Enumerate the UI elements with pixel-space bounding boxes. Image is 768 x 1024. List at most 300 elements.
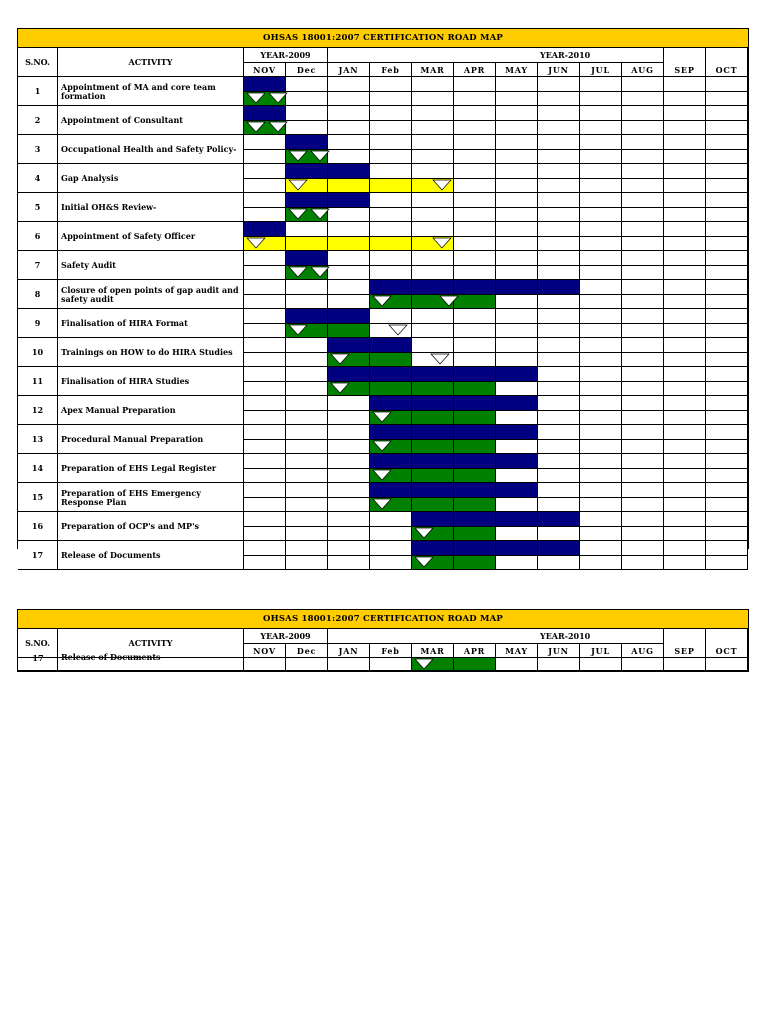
activity-row-10-grid-cell xyxy=(244,338,286,353)
activity-row-14-grid-cell xyxy=(538,469,580,483)
activity-row-4-grid-cell xyxy=(580,179,622,193)
activity-row-12-bar-divider xyxy=(453,396,454,411)
activity-row-16-bar-divider xyxy=(453,527,454,541)
activity-row-5-grid-cell xyxy=(622,193,664,208)
activity-row-12-grid-cell xyxy=(286,396,328,411)
activity-row-15-grid-cell xyxy=(538,498,580,512)
activity-row-10-grid-cell xyxy=(706,353,748,367)
sheet-title: OHSAS 18001:2007 CERTIFICATION ROAD MAP xyxy=(18,28,748,48)
activity-row-14-activity-cell xyxy=(58,454,244,483)
activity-row-17-grid-cell xyxy=(622,541,664,556)
activity-row-6-actual-bar xyxy=(244,237,454,251)
activity-row-5-bar-divider xyxy=(327,193,328,208)
activity-row-13-grid-cell xyxy=(328,425,370,440)
activity-row-4-grid-cell xyxy=(454,164,496,179)
activity-row-8-grid-cell xyxy=(328,280,370,295)
activity-label-clipped: Release of Documents xyxy=(61,652,161,662)
activity-row-17-grid-cell xyxy=(664,556,706,570)
activity-row-11-bar-divider xyxy=(495,367,496,382)
milestone-marker xyxy=(246,121,266,133)
activity-row-14-grid-cell xyxy=(706,469,748,483)
activity-row-14-grid-cell xyxy=(664,454,706,469)
activity-row-13-grid-cell xyxy=(328,440,370,454)
activity-row-4-actual-bar xyxy=(286,179,454,193)
activity-row-4-grid-cell xyxy=(244,179,286,193)
activity-row-11-bar-divider xyxy=(369,367,370,382)
activity-row-15-grid-cell xyxy=(664,483,706,498)
activity-row-3-grid-cell xyxy=(328,135,370,150)
activity-row-9-bar-divider xyxy=(327,324,328,338)
p2-activity-row-17-bar-divider xyxy=(453,658,454,671)
activity-row-4-grid-cell xyxy=(538,179,580,193)
month-header-dec: Dec xyxy=(286,63,328,77)
milestone-marker xyxy=(430,353,450,365)
activity-row-17-grid-cell xyxy=(370,541,412,556)
activity-row-8-grid-cell xyxy=(622,295,664,309)
activity-label: Release of Documents xyxy=(61,550,161,560)
milestone-marker xyxy=(288,266,308,278)
activity-row-1-grid-cell xyxy=(622,92,664,106)
activity-row-13-bar-divider xyxy=(453,440,454,454)
activity-row-16-grid-cell xyxy=(580,512,622,527)
activity-row-14-bar-divider xyxy=(411,469,412,483)
activity-row-2-plan-bar xyxy=(244,106,286,121)
activity-row-16-bar-divider xyxy=(495,512,496,527)
activity-row-2-grid-cell xyxy=(328,121,370,135)
activity-row-4-grid-cell xyxy=(622,164,664,179)
activity-row-1-grid-cell xyxy=(496,77,538,92)
milestone-marker xyxy=(388,324,408,336)
activity-row-1-activity-cell xyxy=(58,77,244,106)
activity-label: Preparation of EHS Emergency Response Plan xyxy=(61,487,201,507)
activity-row-5-grid-cell xyxy=(370,208,412,222)
activity-row-10-plan-bar xyxy=(328,338,412,353)
activity-row-8-grid-cell xyxy=(580,295,622,309)
activity-row-10-grid-cell xyxy=(622,353,664,367)
activity-row-17-grid-cell xyxy=(244,541,286,556)
activity-row-11-grid-cell xyxy=(622,367,664,382)
activity-row-10-bar-divider xyxy=(369,353,370,367)
activity-row-13-bar-divider xyxy=(495,425,496,440)
activity-row-12-plan-bar xyxy=(370,396,538,411)
activity-row-5-grid-cell xyxy=(706,208,748,222)
activity-row-10-grid-cell xyxy=(706,338,748,353)
activity-row-12-grid-cell xyxy=(706,396,748,411)
activity-row-12-grid-cell xyxy=(664,396,706,411)
activity-row-13-plan-bar xyxy=(370,425,538,440)
activity-row-8-grid-cell xyxy=(286,280,328,295)
activity-row-10-grid-cell xyxy=(580,338,622,353)
activity-row-15-grid-cell xyxy=(496,498,538,512)
activity-row-15-bar-divider xyxy=(411,483,412,498)
activity-row-3-grid-cell xyxy=(454,150,496,164)
activity-row-11-activity-cell xyxy=(58,367,244,396)
activity-row-14-bar-divider xyxy=(411,454,412,469)
p2-activity-row-17-sno xyxy=(18,653,58,671)
p2-month-header-feb: Feb xyxy=(370,644,412,658)
activity-row-10-grid-cell xyxy=(496,338,538,353)
activity-row-13-grid-cell xyxy=(538,425,580,440)
activity-row-15-grid-cell xyxy=(538,483,580,498)
activity-row-5-grid-cell xyxy=(244,193,286,208)
activity-row-6-grid-cell xyxy=(706,237,748,251)
activity-row-10-grid-cell xyxy=(580,353,622,367)
activity-row-11-bar-divider xyxy=(411,367,412,382)
p2-activity-row-17-grid-cell xyxy=(664,658,706,671)
activity-row-12-bar-divider xyxy=(453,411,454,425)
activity-row-17-grid-cell xyxy=(706,556,748,570)
activity-row-3-grid-cell xyxy=(706,135,748,150)
activity-row-15-grid-cell xyxy=(580,498,622,512)
activity-row-3-grid-cell xyxy=(370,135,412,150)
year-header: YEAR-2009 xyxy=(244,48,328,63)
activity-row-13-grid-cell xyxy=(664,425,706,440)
activity-row-7-grid-cell xyxy=(664,266,706,280)
activity-row-5-grid-cell xyxy=(496,208,538,222)
activity-row-9-grid-cell xyxy=(664,324,706,338)
month-header-aug: AUG xyxy=(622,63,664,77)
p2-activity-row-17-grid-cell xyxy=(622,658,664,671)
p2-activity-row-17-activity-cell xyxy=(58,652,244,671)
activity-row-5-activity-cell xyxy=(58,193,244,222)
p2-month-header-nov: NOV xyxy=(244,644,286,658)
activity-row-5-grid-cell xyxy=(496,193,538,208)
activity-row-2-grid-cell xyxy=(286,121,328,135)
activity-row-3-grid-cell xyxy=(412,150,454,164)
activity-row-5-grid-cell xyxy=(580,208,622,222)
activity-row-3-plan-bar xyxy=(286,135,328,150)
month-header-sep: SEP xyxy=(664,63,706,77)
activity-row-12-bar-divider xyxy=(411,411,412,425)
milestone-marker xyxy=(310,150,330,162)
activity-row-15-grid-cell xyxy=(286,498,328,512)
activity-row-2-grid-cell xyxy=(664,106,706,121)
activity-row-16-grid-cell xyxy=(286,512,328,527)
activity-row-16-grid-cell xyxy=(538,527,580,541)
activity-row-16-activity-cell xyxy=(58,512,244,541)
activity-row-1-grid-cell xyxy=(580,92,622,106)
activity-row-6-plan-bar xyxy=(244,222,286,237)
activity-row-5-grid-cell xyxy=(664,193,706,208)
header-sno: S.NO. xyxy=(18,48,58,77)
activity-row-15-bar-divider xyxy=(453,498,454,512)
activity-row-6-grid-cell xyxy=(580,237,622,251)
activity-row-16-grid-cell xyxy=(664,512,706,527)
activity-row-1-plan-bar xyxy=(244,77,286,92)
activity-row-2-grid-cell xyxy=(370,121,412,135)
activity-row-12-grid-cell xyxy=(706,411,748,425)
activity-row-4-grid-cell xyxy=(706,179,748,193)
activity-row-10-activity-cell xyxy=(58,338,244,367)
activity-row-7-grid-cell xyxy=(412,266,454,280)
activity-row-6-activity-cell xyxy=(58,222,244,251)
p2-activity-row-17-grid-cell xyxy=(244,658,286,671)
milestone-marker xyxy=(288,150,308,162)
activity-row-13-grid-cell xyxy=(622,440,664,454)
roadmap-sheet-page-1 xyxy=(17,28,749,560)
activity-row-17-grid-cell xyxy=(706,541,748,556)
activity-row-13-grid-cell xyxy=(496,440,538,454)
activity-row-4-bar-divider xyxy=(411,179,412,193)
activity-row-8-plan-bar xyxy=(370,280,580,295)
activity-row-13-grid-cell xyxy=(580,425,622,440)
activity-row-8-activity-cell xyxy=(58,280,244,309)
p2-month-header-aug: AUG xyxy=(622,644,664,658)
activity-row-10-grid-cell xyxy=(664,338,706,353)
activity-row-4-bar-divider xyxy=(369,179,370,193)
milestone-marker xyxy=(414,527,434,539)
activity-row-13-grid-cell xyxy=(706,425,748,440)
activity-row-9-grid-cell xyxy=(580,324,622,338)
activity-row-15-plan-bar xyxy=(370,483,538,498)
activity-row-4-plan-bar xyxy=(286,164,370,179)
activity-row-16-grid-cell xyxy=(244,512,286,527)
activity-row-16-grid-cell xyxy=(370,527,412,541)
p2-header-sno: S.NO. xyxy=(18,629,58,658)
p2-header-activity: ACTIVITY xyxy=(58,629,244,658)
activity-label: Procedural Manual Preparation xyxy=(61,434,204,444)
activity-row-17-grid-cell xyxy=(328,556,370,570)
activity-row-7-grid-cell xyxy=(496,251,538,266)
activity-row-8-bar-divider xyxy=(495,280,496,295)
activity-row-15-grid-cell xyxy=(244,483,286,498)
activity-row-7-grid-cell xyxy=(580,251,622,266)
p2-month-header-may: MAY xyxy=(496,644,538,658)
p2-month-header-jan: JAN xyxy=(328,644,370,658)
activity-row-3-grid-cell xyxy=(370,150,412,164)
activity-row-1-grid-cell xyxy=(706,77,748,92)
p2-activity-row-17-grid-cell xyxy=(580,658,622,671)
activity-row-12-grid-cell xyxy=(622,411,664,425)
activity-row-8-grid-cell xyxy=(706,280,748,295)
activity-row-12-grid-cell xyxy=(244,411,286,425)
activity-row-8-bar-divider xyxy=(453,280,454,295)
activity-row-3-grid-cell xyxy=(664,135,706,150)
activity-row-13-bar-divider xyxy=(411,425,412,440)
activity-row-15-grid-cell xyxy=(328,498,370,512)
activity-label: Safety Audit xyxy=(61,260,116,270)
activity-row-9-grid-cell xyxy=(622,309,664,324)
activity-row-14-grid-cell xyxy=(706,454,748,469)
activity-row-9-sno: 9 xyxy=(18,309,58,338)
activity-row-2-grid-cell xyxy=(622,121,664,135)
activity-row-13-grid-cell xyxy=(538,440,580,454)
activity-row-3-grid-cell xyxy=(664,150,706,164)
activity-row-10-grid-cell xyxy=(538,338,580,353)
activity-row-11-actual-bar xyxy=(328,382,496,396)
activity-row-5-grid-cell xyxy=(412,193,454,208)
activity-row-7-grid-cell xyxy=(538,266,580,280)
activity-row-9-grid-cell xyxy=(664,309,706,324)
p2-month-header-oct: OCT xyxy=(706,644,748,658)
activity-row-15-grid-cell xyxy=(664,498,706,512)
activity-row-8-grid-cell xyxy=(538,295,580,309)
milestone-marker xyxy=(414,556,434,568)
activity-row-16-grid-cell xyxy=(370,512,412,527)
header-activity: ACTIVITY xyxy=(58,48,244,77)
activity-row-2-grid-cell xyxy=(454,121,496,135)
activity-row-10-grid-cell xyxy=(286,338,328,353)
p2-year-divider xyxy=(747,629,748,644)
activity-row-6-grid-cell xyxy=(706,222,748,237)
month-header-mar: MAR xyxy=(412,63,454,77)
activity-row-4-grid-cell xyxy=(454,179,496,193)
activity-row-12-sno: 12 xyxy=(18,396,58,425)
activity-row-4-bar-divider xyxy=(327,164,328,179)
activity-row-15-grid-cell xyxy=(244,498,286,512)
activity-row-9-grid-cell xyxy=(412,309,454,324)
activity-row-16-grid-cell xyxy=(328,527,370,541)
activity-row-10-grid-cell xyxy=(538,353,580,367)
activity-row-11-bar-divider xyxy=(411,382,412,396)
activity-row-11-grid-cell xyxy=(664,367,706,382)
activity-row-1-grid-cell xyxy=(286,77,328,92)
p2-activity-row-17-grid-cell xyxy=(538,658,580,671)
activity-row-7-grid-cell xyxy=(370,251,412,266)
activity-row-11-grid-cell xyxy=(706,382,748,396)
activity-row-9-grid-cell xyxy=(454,324,496,338)
activity-row-7-grid-cell xyxy=(328,251,370,266)
activity-row-9-grid-cell xyxy=(244,309,286,324)
activity-row-5-grid-cell xyxy=(412,208,454,222)
activity-label: Appointment of Safety Officer xyxy=(61,231,196,241)
activity-row-1-grid-cell xyxy=(454,92,496,106)
activity-row-11-grid-cell xyxy=(538,367,580,382)
activity-row-13-bar-divider xyxy=(453,425,454,440)
activity-row-16-grid-cell xyxy=(706,512,748,527)
activity-row-1-grid-cell xyxy=(454,77,496,92)
activity-row-15-grid-cell xyxy=(580,483,622,498)
activity-label: Occupational Health and Safety Policy- xyxy=(61,144,237,154)
activity-row-15-bar-divider xyxy=(495,483,496,498)
month-header-jul: JUL xyxy=(580,63,622,77)
activity-row-16-grid-cell xyxy=(622,527,664,541)
activity-row-7-grid-cell xyxy=(622,251,664,266)
activity-row-16-sno: 16 xyxy=(18,512,58,541)
milestone-marker xyxy=(414,658,434,670)
activity-row-8-grid-cell xyxy=(664,295,706,309)
p2-activity-row-17-grid-cell xyxy=(496,658,538,671)
activity-row-12-grid-cell xyxy=(538,396,580,411)
activity-row-16-grid-cell xyxy=(706,527,748,541)
activity-row-6-bar-divider xyxy=(327,237,328,251)
activity-row-3-grid-cell xyxy=(244,150,286,164)
activity-row-5-grid-cell xyxy=(622,208,664,222)
activity-row-3-grid-cell xyxy=(706,150,748,164)
activity-row-6-sno: 6 xyxy=(18,222,58,251)
activity-row-4-grid-cell xyxy=(580,164,622,179)
activity-row-14-grid-cell xyxy=(622,454,664,469)
milestone-marker xyxy=(268,92,288,104)
activity-row-2-grid-cell xyxy=(412,121,454,135)
activity-row-1-grid-cell xyxy=(664,92,706,106)
activity-row-14-grid-cell xyxy=(244,454,286,469)
activity-row-4-grid-cell xyxy=(412,164,454,179)
activity-row-4-grid-cell xyxy=(538,164,580,179)
activity-row-17-bar-divider xyxy=(495,541,496,556)
activity-row-13-grid-cell xyxy=(706,440,748,454)
month-header-feb: Feb xyxy=(370,63,412,77)
activity-row-6-grid-cell xyxy=(454,237,496,251)
activity-row-14-bar-divider xyxy=(453,469,454,483)
activity-row-17-grid-cell xyxy=(286,541,328,556)
month-header-may: MAY xyxy=(496,63,538,77)
activity-row-2-grid-cell xyxy=(664,121,706,135)
activity-row-9-grid-cell xyxy=(496,324,538,338)
activity-row-15-activity-cell xyxy=(58,483,244,512)
activity-row-11-grid-cell xyxy=(244,382,286,396)
activity-row-4-bar-divider xyxy=(327,179,328,193)
activity-row-5-grid-cell xyxy=(328,208,370,222)
activity-label: Appointment of Consultant xyxy=(61,115,183,125)
activity-row-4-grid-cell xyxy=(706,164,748,179)
activity-row-5-grid-cell xyxy=(538,193,580,208)
activity-label: Finalisation of HIRA Format xyxy=(61,318,188,328)
activity-row-13-grid-cell xyxy=(580,440,622,454)
activity-row-8-bar-divider xyxy=(537,280,538,295)
activity-row-6-grid-cell xyxy=(370,222,412,237)
activity-row-9-grid-cell xyxy=(496,309,538,324)
activity-row-12-grid-cell xyxy=(496,411,538,425)
p2-month-header-sep: SEP xyxy=(664,644,706,658)
milestone-marker xyxy=(372,295,392,307)
activity-row-11-grid-cell xyxy=(706,367,748,382)
activity-row-4-grid-cell xyxy=(622,179,664,193)
activity-row-1-grid-cell xyxy=(412,77,454,92)
activity-row-14-grid-cell xyxy=(244,469,286,483)
activity-row-6-grid-cell xyxy=(664,222,706,237)
activity-row-16-grid-cell xyxy=(580,527,622,541)
activity-row-13-bar-divider xyxy=(411,440,412,454)
activity-row-11-grid-cell xyxy=(664,382,706,396)
activity-row-2-grid-cell xyxy=(580,121,622,135)
activity-row-9-grid-cell xyxy=(370,309,412,324)
activity-row-4-grid-cell xyxy=(244,164,286,179)
milestone-marker xyxy=(372,498,392,510)
month-header-oct: OCT xyxy=(706,63,748,77)
activity-row-13-grid-cell xyxy=(244,440,286,454)
activity-row-8-grid-cell xyxy=(244,295,286,309)
activity-row-13-grid-cell xyxy=(286,425,328,440)
p2-activity-row-17-grid-cell xyxy=(370,658,412,671)
activity-row-7-sno: 7 xyxy=(18,251,58,280)
activity-row-13-activity-cell xyxy=(58,425,244,454)
activity-row-11-grid-cell xyxy=(538,382,580,396)
activity-row-9-grid-cell xyxy=(244,324,286,338)
activity-row-14-grid-cell xyxy=(580,469,622,483)
activity-row-10-grid-cell xyxy=(622,338,664,353)
milestone-marker xyxy=(310,208,330,220)
activity-row-1-grid-cell xyxy=(286,92,328,106)
activity-row-9-grid-cell xyxy=(622,324,664,338)
activity-row-7-grid-cell xyxy=(538,251,580,266)
activity-row-6-grid-cell xyxy=(412,222,454,237)
activity-row-2-grid-cell xyxy=(370,106,412,121)
activity-row-5-grid-cell xyxy=(454,208,496,222)
activity-row-14-grid-cell xyxy=(286,469,328,483)
activity-row-16-grid-cell xyxy=(286,527,328,541)
activity-row-13-grid-cell xyxy=(622,425,664,440)
activity-row-7-activity-cell xyxy=(58,251,244,280)
activity-row-1-grid-cell xyxy=(538,77,580,92)
activity-row-15-grid-cell xyxy=(622,498,664,512)
activity-row-7-grid-cell xyxy=(244,266,286,280)
activity-row-16-grid-cell xyxy=(622,512,664,527)
activity-row-3-grid-cell xyxy=(538,135,580,150)
milestone-marker xyxy=(310,266,330,278)
activity-row-2-grid-cell xyxy=(496,106,538,121)
activity-row-11-plan-bar xyxy=(328,367,538,382)
